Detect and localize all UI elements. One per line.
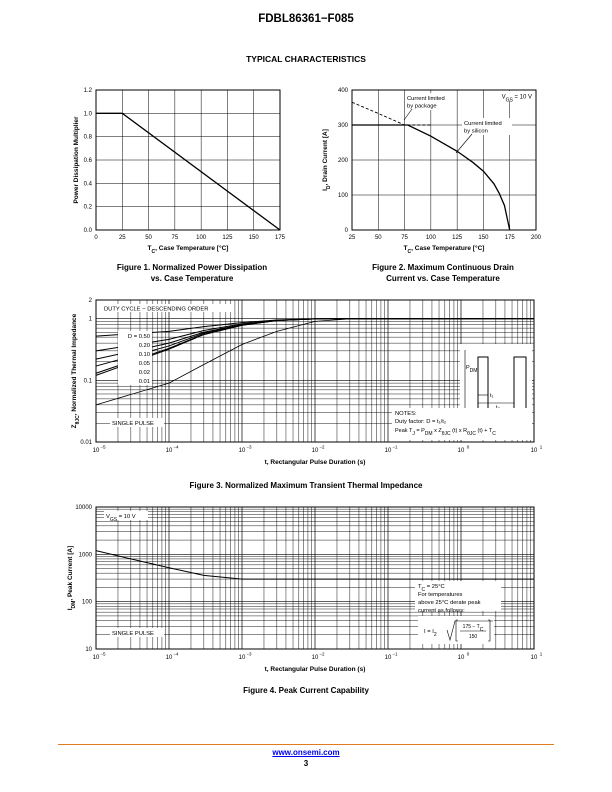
fig3-notes-peak-part1: J bbox=[412, 431, 415, 437]
figure4-chart bbox=[67, 505, 543, 673]
fig3-xtick-label-1 bbox=[166, 448, 173, 454]
fig4-xtick-label-4 bbox=[385, 655, 392, 661]
document-title: FDBL86361−F085 bbox=[258, 13, 354, 25]
fig3-xtick-exp-3: −2 bbox=[319, 444, 325, 450]
fig3-ylabel-part1: θJC bbox=[75, 415, 81, 425]
fig1-xtick-label-5: 125 bbox=[222, 235, 233, 241]
fig4-xtick-label-4-part0: 10 bbox=[384, 655, 392, 661]
fig3-duty-label-3: 0.05 bbox=[138, 361, 150, 367]
fig2-silicon-label-line1: Current limited bbox=[464, 121, 502, 127]
fig2-vgs-label-part2: = 10 V bbox=[512, 94, 532, 101]
fig1-ytick-label-6: 1.2 bbox=[83, 88, 92, 94]
fig3-t1-label: t₁ bbox=[490, 393, 494, 399]
fig4-xtick-exp-6: 1 bbox=[539, 651, 543, 657]
fig4-xtick-exp-4: −1 bbox=[392, 651, 398, 657]
fig4-xtick-label-6 bbox=[531, 655, 538, 661]
fig3-xtick-label-0-part0: 10 bbox=[92, 448, 100, 454]
fig4-xtick-label-1-part0: 10 bbox=[165, 655, 173, 661]
fig1-ytick-label-0: 0.0 bbox=[83, 228, 92, 234]
figure2-chart bbox=[322, 88, 542, 255]
fig1-ytick-label-2: 0.4 bbox=[83, 181, 92, 188]
fig2-xlabel-part2: , Case Temperature [°C] bbox=[411, 245, 485, 252]
fig3-ylabel bbox=[71, 313, 81, 428]
fig4-tc-label-part0: T bbox=[418, 584, 422, 590]
fig4-ylabel-part2: , Peak Current [A] bbox=[67, 545, 74, 601]
fig4-xtick-label-0 bbox=[93, 655, 100, 661]
fig3-xtick-exp-6: 1 bbox=[539, 444, 543, 450]
section-title: TYPICAL CHARACTERISTICS bbox=[246, 54, 366, 64]
fig3-xtick-label-1-part0: 10 bbox=[165, 448, 173, 454]
fig3-xtick-label-2 bbox=[239, 448, 246, 454]
fig3-notes-peak-part8: (t) + T bbox=[476, 428, 493, 434]
fig2-xtick-label-2: 75 bbox=[401, 235, 408, 241]
fig2-ytick-label-0: 0 bbox=[344, 228, 348, 234]
fig2-silicon-label-line2: by silicon bbox=[464, 128, 488, 135]
fig3-notes-peak-part4: x Z bbox=[432, 428, 442, 434]
fig2-xtick-label-4: 125 bbox=[452, 235, 463, 241]
fig4-ylabel-part1: DM bbox=[71, 600, 77, 609]
fig1-xtick-label-3: 75 bbox=[171, 235, 179, 241]
fig4-ytick-label-0: 10 bbox=[85, 647, 92, 653]
figure3-caption: Figure 3. Normalized Maximum Transient Thermal Impedance bbox=[189, 481, 423, 490]
fig2-xlabel-part1: C bbox=[407, 249, 412, 255]
fig2-ylabel-part2: , Drain Current [A] bbox=[322, 129, 329, 186]
fig1-xtick-label-7: 175 bbox=[274, 235, 286, 241]
fig4-ytick-label-3: 10000 bbox=[75, 505, 92, 511]
fig2-ytick-label-2: 200 bbox=[337, 158, 348, 164]
fig1-xlabel-part2: , Case Temperature [°C] bbox=[155, 245, 229, 252]
fig3-duty-label-4: 0.02 bbox=[138, 370, 150, 376]
fig2-vgs-label-part0: V bbox=[501, 94, 506, 101]
fig3-notes-peak-part3: DM bbox=[424, 431, 433, 437]
fig3-ytick-label-1: 0.1 bbox=[83, 378, 92, 385]
fig4-xtick-label-5-part0: 10 bbox=[457, 655, 465, 661]
fig3-notes-peak-part2: = P bbox=[414, 428, 425, 434]
figure2-caption bbox=[343, 262, 543, 284]
fig1-ytick-label-5: 1.0 bbox=[83, 111, 92, 118]
fig4-xtick-label-6-part0: 10 bbox=[530, 655, 538, 661]
fig4-xtick-label-5 bbox=[458, 655, 465, 661]
fig2-xtick-label-6: 175 bbox=[504, 235, 515, 241]
fig3-notes-peak-part7: θJC bbox=[467, 431, 477, 437]
fig4-xtick-label-2 bbox=[239, 655, 246, 661]
fig3-xtick-exp-1: −4 bbox=[173, 444, 179, 450]
fig4-single-pulse-label: SINGLE PULSE bbox=[112, 631, 154, 637]
fig4-formula-den: 150 bbox=[468, 634, 478, 640]
fig4-xtick-exp-1: −4 bbox=[173, 651, 179, 657]
fig4-tc-label-part2: = 25°C bbox=[425, 584, 445, 590]
fig3-duty-label-0: D = 0.50 bbox=[127, 334, 150, 340]
fig3-xtick-label-6-part0: 10 bbox=[530, 448, 538, 454]
fig4-xtick-label-2-part0: 10 bbox=[238, 655, 246, 661]
fig2-package-label-line2: by package bbox=[407, 103, 437, 110]
fig3-duty-order-label: DUTY CYCLE − DESCENDING ORDER bbox=[104, 306, 209, 313]
fig4-ylabel-part0: I bbox=[67, 608, 74, 611]
fig3-ylabel-part2: , Normalized Thermal Impedance bbox=[71, 313, 78, 416]
fig1-ytick-label-3: 0.6 bbox=[83, 158, 92, 164]
fig3-notes-peak-part5: θJC bbox=[441, 431, 451, 437]
fig2-package-label-line1: Current limited bbox=[407, 96, 445, 102]
figure1-caption-line2: vs. Case Temperature bbox=[150, 274, 234, 283]
fig4-xtick-exp-2: −3 bbox=[246, 651, 252, 657]
fig3-notes-peak-part9: C bbox=[492, 431, 496, 437]
fig2-ylabel-part1: D bbox=[326, 185, 332, 190]
fig4-tc-label-part1: C bbox=[421, 587, 426, 593]
fig3-xlabel: t, Rectangular Pulse Duration (s) bbox=[264, 459, 366, 466]
fig3-duty-label-2: 0.10 bbox=[138, 352, 150, 358]
fig2-ylabel bbox=[322, 129, 332, 191]
fig2-xlabel-part0: T bbox=[403, 245, 408, 252]
fig2-xtick-label-5: 150 bbox=[478, 235, 489, 241]
fig3-pulse-inset-bg bbox=[460, 344, 532, 412]
fig2-xlabel bbox=[404, 244, 485, 255]
figure1-caption bbox=[92, 262, 292, 284]
fig4-derate-line2: above 25°C derate peak bbox=[418, 600, 481, 606]
fig3-duty-label-1: 0.20 bbox=[138, 343, 150, 349]
footer-website-link[interactable]: www.onsemi.com bbox=[272, 748, 340, 757]
fig2-ytick-label-3: 300 bbox=[337, 123, 348, 129]
fig1-ytick-label-4: 0.8 bbox=[83, 134, 92, 141]
fig3-xtick-label-4 bbox=[385, 448, 392, 454]
fig4-xtick-label-0-part0: 10 bbox=[92, 655, 100, 661]
fig1-ytick-label-1: 0.2 bbox=[83, 204, 92, 211]
fig2-ytick-label-4: 400 bbox=[337, 88, 348, 94]
fig3-ytick-label-2: 1 bbox=[88, 316, 92, 323]
figure2-caption-line2: Current vs. Case Temperature bbox=[386, 274, 500, 283]
footer-divider bbox=[58, 744, 554, 745]
fig3-xtick-label-0 bbox=[93, 448, 100, 454]
fig4-xtick-exp-0: −5 bbox=[100, 651, 106, 657]
fig2-silicon-arrow bbox=[456, 134, 472, 153]
fig1-xlabel-part1: C bbox=[151, 249, 156, 255]
fig4-xtick-exp-3: −2 bbox=[319, 651, 325, 657]
fig1-ylabel: Power Dissipation Multiplier bbox=[73, 116, 80, 204]
fig3-xtick-exp-4: −1 bbox=[392, 444, 398, 450]
fig3-xtick-label-6 bbox=[531, 448, 538, 454]
fig4-formula-num-part1: C bbox=[479, 627, 484, 633]
fig4-xtick-label-1 bbox=[166, 655, 173, 661]
fig3-xtick-label-3-part0: 10 bbox=[311, 448, 319, 454]
fig3-xtick-label-5 bbox=[458, 448, 465, 454]
fig2-ytick-label-1: 100 bbox=[337, 193, 348, 199]
fig4-vgs-label-part2: = 10 V bbox=[117, 514, 136, 520]
fig3-ytick-label-3: 2 bbox=[88, 298, 92, 304]
fig4-formula-num-part0: 175 − T bbox=[462, 624, 480, 630]
fig1-xlabel bbox=[148, 244, 229, 255]
fig3-notes-peak-part0: Peak T bbox=[395, 428, 413, 434]
fig3-xtick-exp-5: 0 bbox=[466, 444, 470, 450]
fig3-notes-duty: Duty factor: D = t₁/t₂ bbox=[395, 419, 447, 425]
fig4-formula-i-part0: I = I bbox=[424, 629, 434, 635]
fig3-xtick-exp-0: −5 bbox=[100, 444, 106, 450]
fig4-xlabel: t, Rectangular Pulse Duration (s) bbox=[264, 666, 366, 673]
fig4-xtick-label-3-part0: 10 bbox=[311, 655, 319, 661]
fig4-ylabel bbox=[67, 546, 77, 611]
fig3-xtick-label-3 bbox=[312, 448, 319, 454]
figure4-caption: Figure 4. Peak Current Capability bbox=[243, 686, 369, 695]
fig2-xtick-label-1: 50 bbox=[374, 235, 382, 241]
fig1-xlabel-part0: T bbox=[147, 245, 152, 252]
fig4-formula-i-part1: 2 bbox=[433, 632, 437, 638]
figure2-caption-line1: Figure 2. Maximum Continuous Drain bbox=[372, 263, 514, 272]
fig2-xtick-label-0: 25 bbox=[348, 235, 356, 241]
fig1-xtick-label-6: 150 bbox=[248, 235, 259, 241]
fig4-xtick-exp-5: 0 bbox=[466, 651, 470, 657]
fig2-package-arrow bbox=[404, 109, 412, 120]
fig2-xtick-label-3: 100 bbox=[425, 235, 436, 241]
fig3-pdm-label-part0: P bbox=[466, 365, 470, 371]
fig4-vgs-label-part1: GS bbox=[109, 517, 118, 523]
fig3-xtick-label-2-part0: 10 bbox=[238, 448, 246, 454]
fig4-ytick-label-1: 100 bbox=[81, 599, 92, 606]
fig1-xtick-label-0: 0 bbox=[94, 235, 98, 241]
fig4-ytick-label-2: 1000 bbox=[78, 552, 92, 559]
figure3-chart bbox=[71, 298, 543, 466]
fig3-notes-title: NOTES: bbox=[395, 411, 417, 417]
fig2-ylabel-part0: I bbox=[322, 189, 329, 191]
fig1-xtick-label-1: 25 bbox=[118, 235, 126, 241]
fig4-derate-line1: For temperatures bbox=[418, 592, 463, 598]
fig3-pdm-label-part1: DM bbox=[469, 368, 478, 374]
fig2-xtick-label-7: 200 bbox=[530, 235, 542, 241]
fig4-derate-line3: current as follows: bbox=[418, 608, 465, 614]
fig3-duty-label-5: 0.01 bbox=[138, 379, 150, 385]
fig1-xtick-label-4: 100 bbox=[196, 235, 207, 241]
fig4-xtick-label-3 bbox=[312, 655, 319, 661]
figure1-caption-line1: Figure 1. Normalized Power Dissipation bbox=[116, 263, 268, 272]
fig3-ylabel-part0: Z bbox=[71, 424, 78, 429]
fig1-series-line bbox=[96, 113, 280, 230]
fig3-notes-peak-part6: (t) x R bbox=[450, 428, 468, 434]
fig3-ytick-label-0: 0.01 bbox=[80, 440, 92, 446]
fig4-vgs-label-part0: V bbox=[106, 514, 110, 520]
fig3-xtick-label-4-part0: 10 bbox=[384, 448, 392, 454]
fig3-single-pulse-label: SINGLE PULSE bbox=[112, 421, 154, 427]
fig2-vgs-label-part1: GS bbox=[505, 97, 513, 104]
fig3-xtick-exp-2: −3 bbox=[246, 444, 252, 450]
page-number: 3 bbox=[303, 759, 309, 768]
figure1-chart bbox=[73, 88, 286, 255]
fig1-xtick-label-2: 50 bbox=[145, 235, 152, 241]
fig3-xtick-label-5-part0: 10 bbox=[457, 448, 465, 454]
